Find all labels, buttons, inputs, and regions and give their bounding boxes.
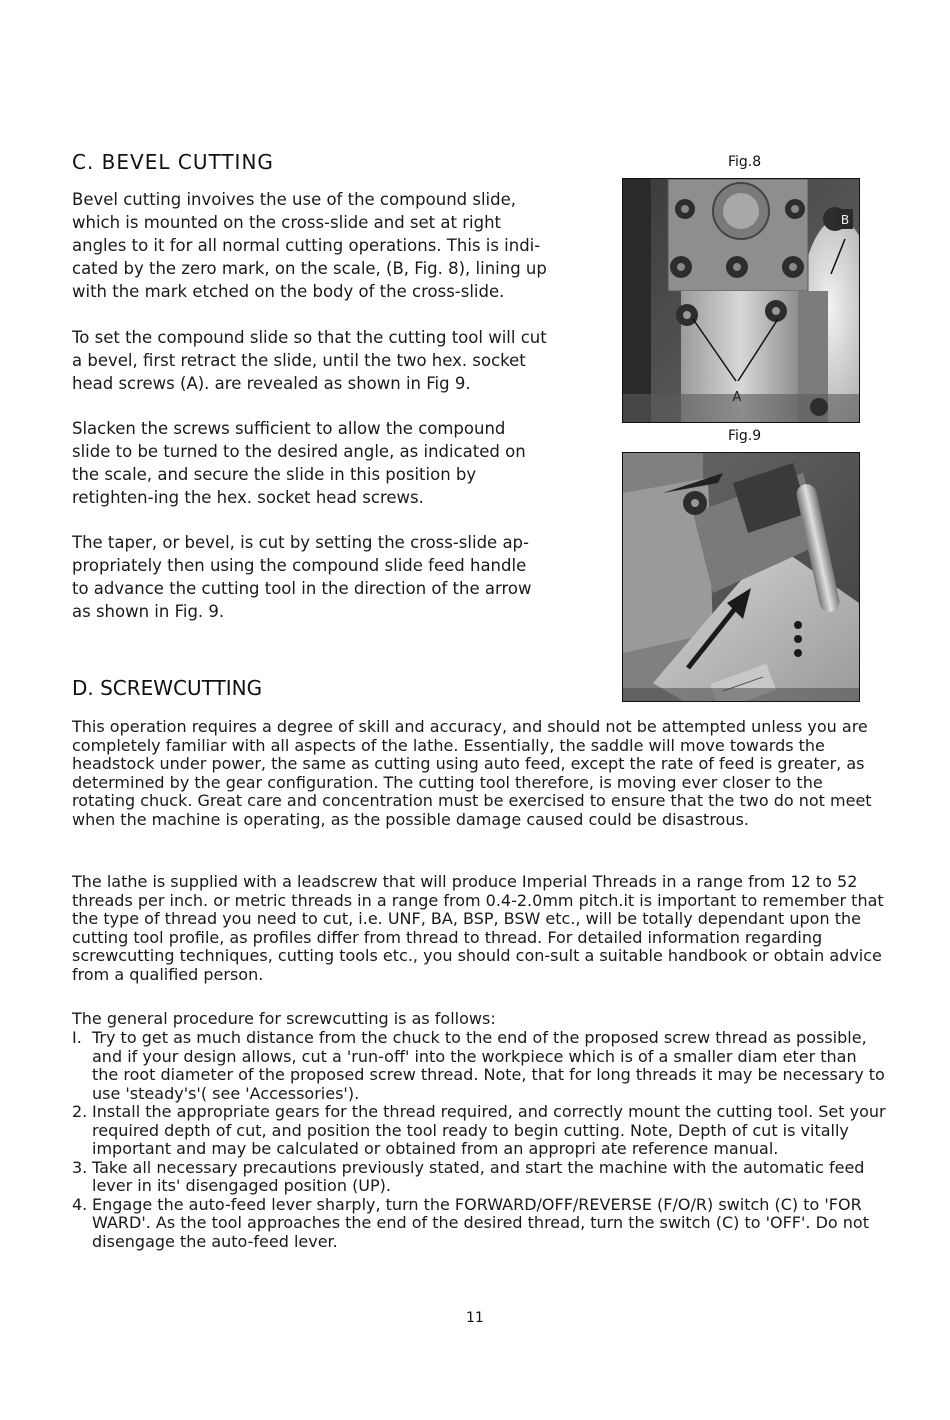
screwcutting-paragraph-2: The lathe is supplied with a leadscrew that will produce Imperial Threads in a range from 12 to 52 threads per inch. or metric threads in a range from 0.4-2.0mm pitch.it is important to remember that the type of thread you need to cut, i.e. UNF, BA, BSP, BSW etc., will be totally dependant upon the cutting tool profile, as profiles differ from thread to thread. For detailed information regarding screwcutting techniques, cutting tools etc., you should con-sult a suitable handbook or obtain advice from a qualified person. xyxy=(72,872,884,984)
step-text: Take all necessary precautions previously stated, and start the machine with the automatic feed lever in its' disengaged position (UP). xyxy=(92,1157,865,1195)
screwcutting-paragraph-1: This operation requires a degree of skill and accuracy, and should not be attempted unless you are completely familiar with all aspects of the lathe. Essentially, the saddle will move towards the headstock under power, the same as cutting using auto feed, except the rate of feed is greater, as determined by the gear configuration. The cutting tool therefore, is moving ever closer to the rotating chuck. Great care and concentration must be exercised to ensure that the two do not meet when the machine is operating, as the possible damage caused could be disastrous. xyxy=(72,717,872,829)
fig8-illustration xyxy=(623,179,859,422)
fig9-photo xyxy=(622,452,860,702)
list-item xyxy=(72,1103,886,1159)
step-number: I. xyxy=(72,1028,82,1047)
page-number: 11 xyxy=(466,1310,484,1326)
list-item xyxy=(72,1029,886,1103)
step-number: 3. xyxy=(72,1157,88,1177)
step-text: Engage the auto-feed lever sharply, turn the FORWARD/OFF/REVERSE (F/O/R) switch (C) to 'FOR WARD'. As the tool approaches the end of the desired thread, turn the switch (C) to 'OFF'. Do not disengage the auto-feed lever. xyxy=(92,1194,869,1251)
fig8-photo xyxy=(622,178,860,423)
list-item xyxy=(72,1159,886,1196)
bevel-paragraph-2: To set the compound slide so that the cutting tool will cut a bevel, first retract the slide, until the two hex. socket head screws (A). are revealed as shown in Fig 9. xyxy=(72,328,547,393)
fig8-callout-a: A xyxy=(732,390,742,405)
step-text: Try to get as much distance from the chuck to the end of the proposed screw thread as possible, and if your design allows, cut a 'run-off' into the workpiece which is of a smaller diam eter than the root diameter of the proposed screw thread. Note, that for long threads it may be necessary to use 'steady's'( see 'Accessories'). xyxy=(92,1028,885,1103)
fig8-caption: Fig.8 xyxy=(728,154,762,170)
step-number: 2. xyxy=(72,1102,88,1121)
screwcutting-heading: D. SCREWCUTTING xyxy=(72,676,263,700)
fig9-caption: Fig.9 xyxy=(728,428,762,444)
bevel-paragraph-3: Slacken the screws sufficient to allow the compound slide to be turned to the desired angle, as indicated on the scale, and secure the slide in this position by retighten-ing the hex. socket head screws. xyxy=(72,419,526,507)
step-text: Install the appropriate gears for the thread required, and correctly mount the cutting tool. Set your required depth of cut, and position the tool ready to begin cutting. Note, Depth of cut is vitally important and may be calculated or obtained from an appropri ate reference manual. xyxy=(92,1102,886,1158)
fig9-illustration xyxy=(623,453,859,701)
bevel-cutting-heading: C. BEVEL CUTTING xyxy=(72,150,274,174)
screwcutting-intro: The general procedure for screwcutting is as follows: xyxy=(72,1009,496,1028)
step-number: 4. xyxy=(72,1194,88,1214)
screwcutting-steps xyxy=(72,1029,886,1251)
list-item xyxy=(72,1196,886,1252)
bevel-paragraph-1: Bevel cutting invoives the use of the compound slide, which is mounted on the cross-slide and set at right angles to it for all normal cutting operations. This is indi-cated by the zero mark, on the scale, (B, Fig. 8), lining up with the mark etched on the body of the cross-slide. xyxy=(72,190,547,301)
bevel-paragraph-4: The taper, or bevel, is cut by setting the cross-slide ap-propriately then using the compound slide feed handle to advance the cutting tool in the direction of the arrow as shown in Fig. 9. xyxy=(72,533,532,621)
fig8-callout-b: B xyxy=(840,213,850,227)
